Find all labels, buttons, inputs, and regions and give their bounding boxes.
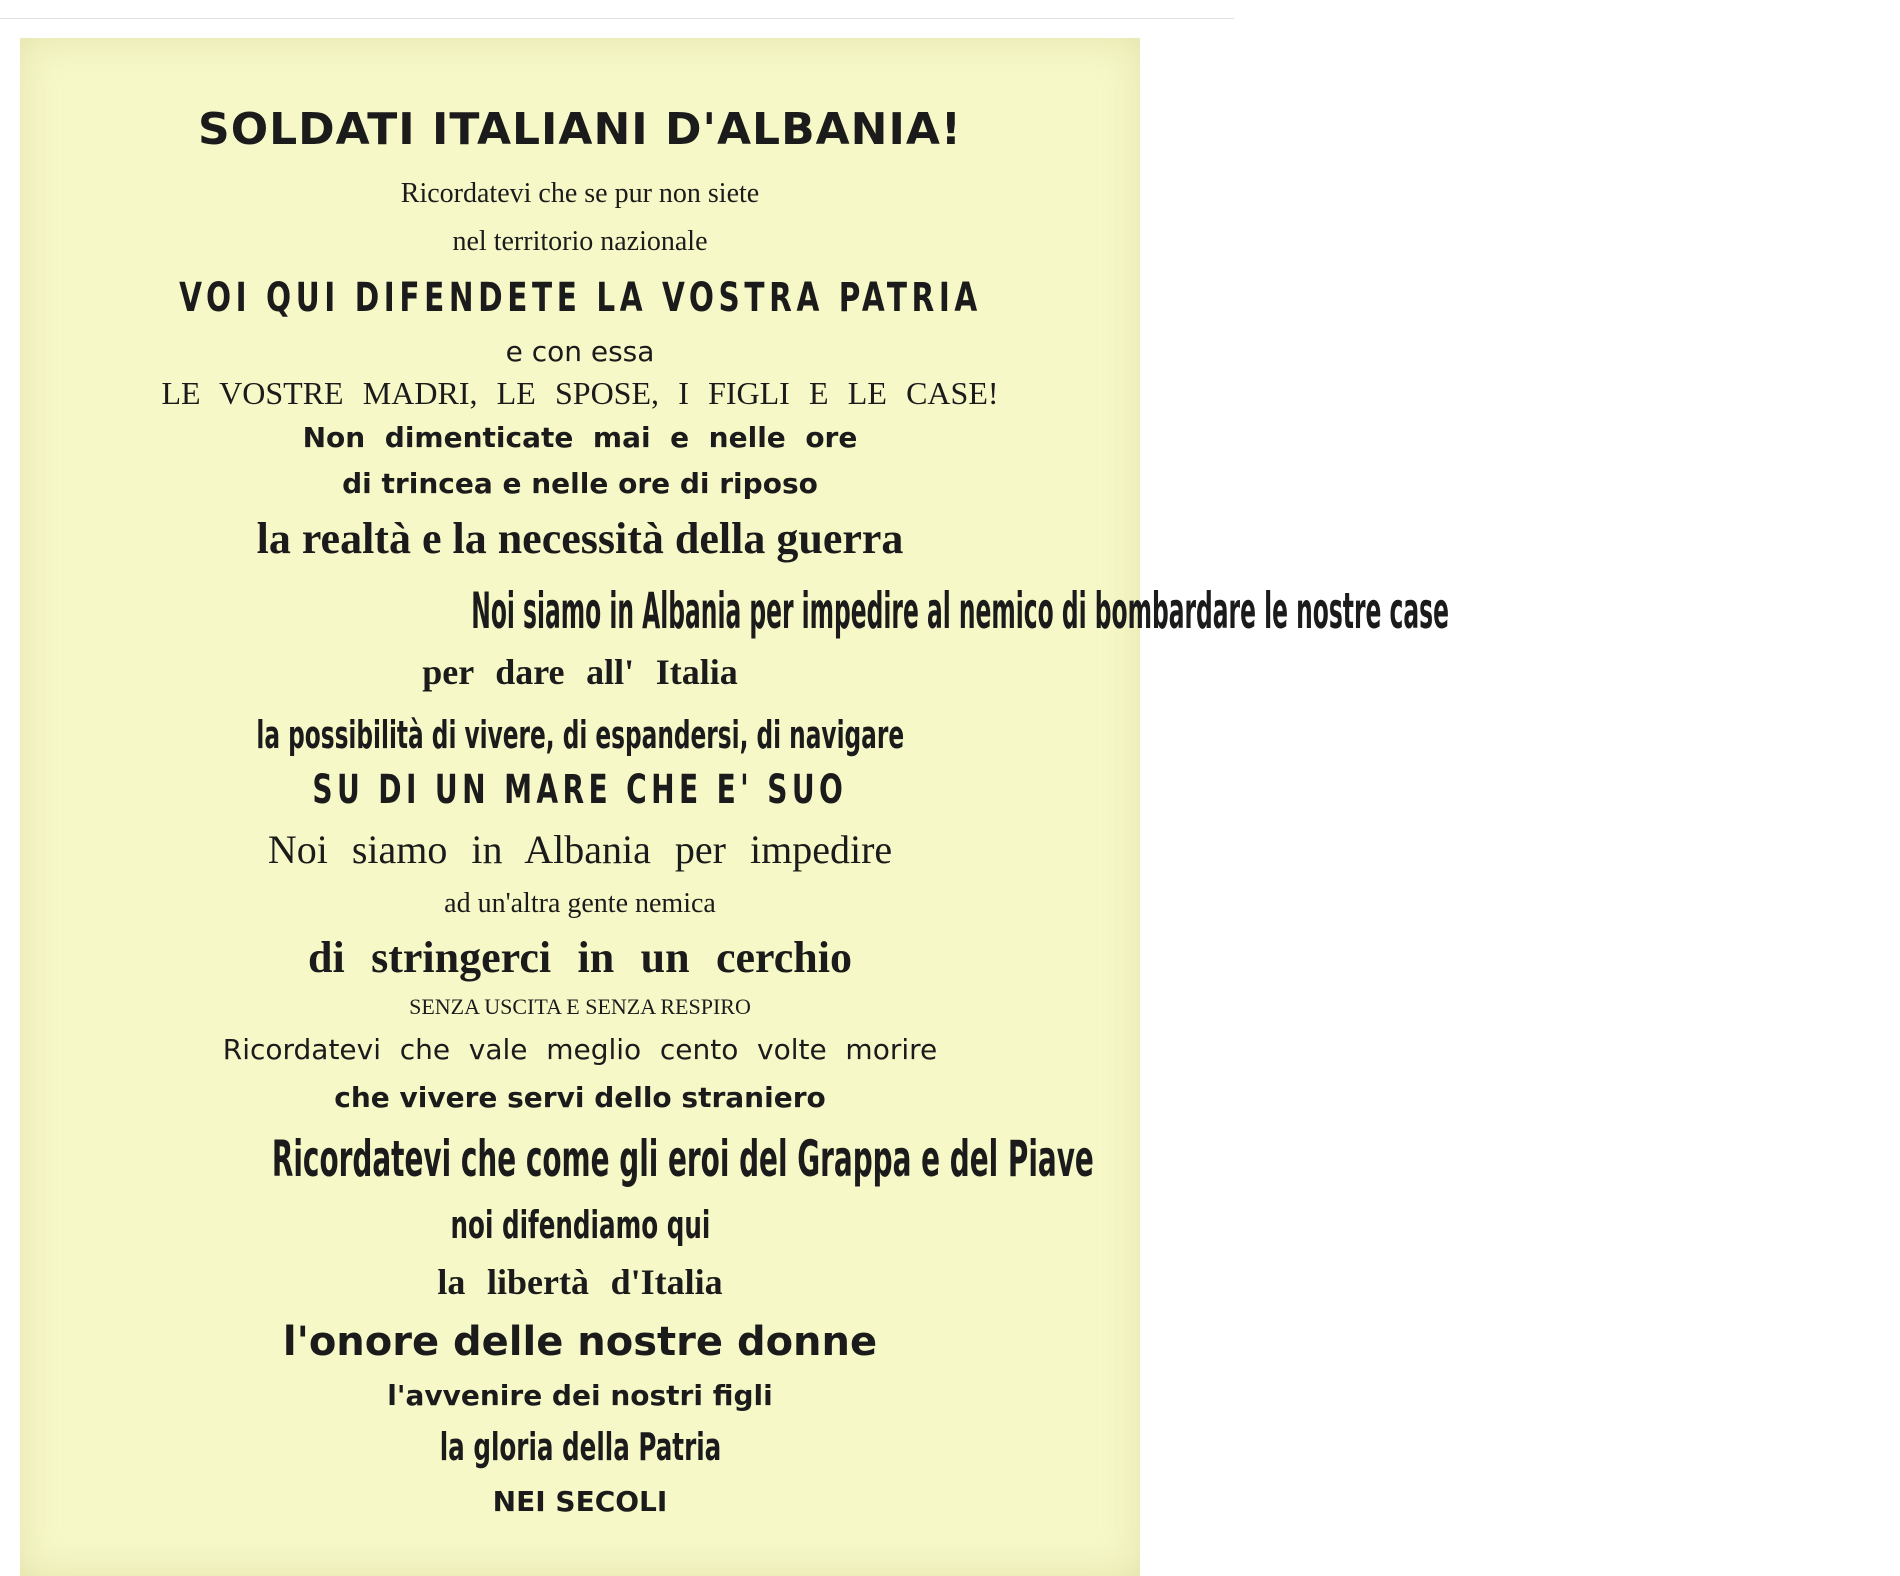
- text-line-14: ad un'altra gente nemica: [444, 888, 716, 919]
- text-line-5: LE VOSTRE MADRI, LE SPOSE, I FIGLI E LE CASE!: [161, 375, 999, 411]
- text-line-12: SU DI UN MARE CHE E' SUO: [312, 767, 848, 813]
- text-line-11: la possibilità di vivere, di espandersi, di navigare: [256, 713, 904, 757]
- text-line-24: la gloria della Patria: [439, 1425, 721, 1469]
- headline: SOLDATI ITALIANI D'ALBANIA!: [198, 104, 962, 155]
- text-line-9: Noi siamo in Albania per impedire al nemico di bombardare le nostre case: [471, 582, 1449, 640]
- text-line-1: Ricordatevi che se pur non siete: [400, 178, 760, 209]
- text-line-20: noi difendiamo qui: [450, 1203, 710, 1247]
- text-line-23: l'avvenire dei nostri figli: [387, 1379, 773, 1412]
- text-line-17: Ricordatevi che vale meglio cento volte morire: [222, 1033, 938, 1066]
- text-line-13: Noi siamo in Albania per impedire: [267, 827, 893, 872]
- text-line-21: la libertà d'Italia: [437, 1262, 723, 1302]
- text-line-18: che vivere servi dello straniero: [334, 1081, 826, 1114]
- text-line-4: e con essa: [505, 335, 655, 368]
- text-line-15: di stringerci in un cerchio: [308, 933, 852, 982]
- text-line-10: per dare all' Italia: [422, 652, 738, 692]
- page-edge-line: [0, 18, 1234, 19]
- text-line-7: di trincea e nelle ore di riposo: [342, 467, 818, 500]
- closing-line: NEI SECOLI: [492, 1485, 668, 1518]
- text-line-3: VOI QUI DIFENDETE LA VOSTRA PATRIA: [178, 275, 982, 321]
- text-line-19: Ricordatevi che come gli eroi del Grappa e del Piave: [271, 1130, 1094, 1188]
- text-line-2: nel territorio nazionale: [452, 226, 708, 257]
- text-line-22: l'onore delle nostre donne: [282, 1319, 878, 1365]
- text-line-16: SENZA USCITA E SENZA RESPIRO: [409, 994, 751, 1019]
- text-line-8: la realtà e la necessità della guerra: [256, 514, 904, 563]
- text-line-6: Non dimenticate mai e nelle ore: [302, 421, 858, 454]
